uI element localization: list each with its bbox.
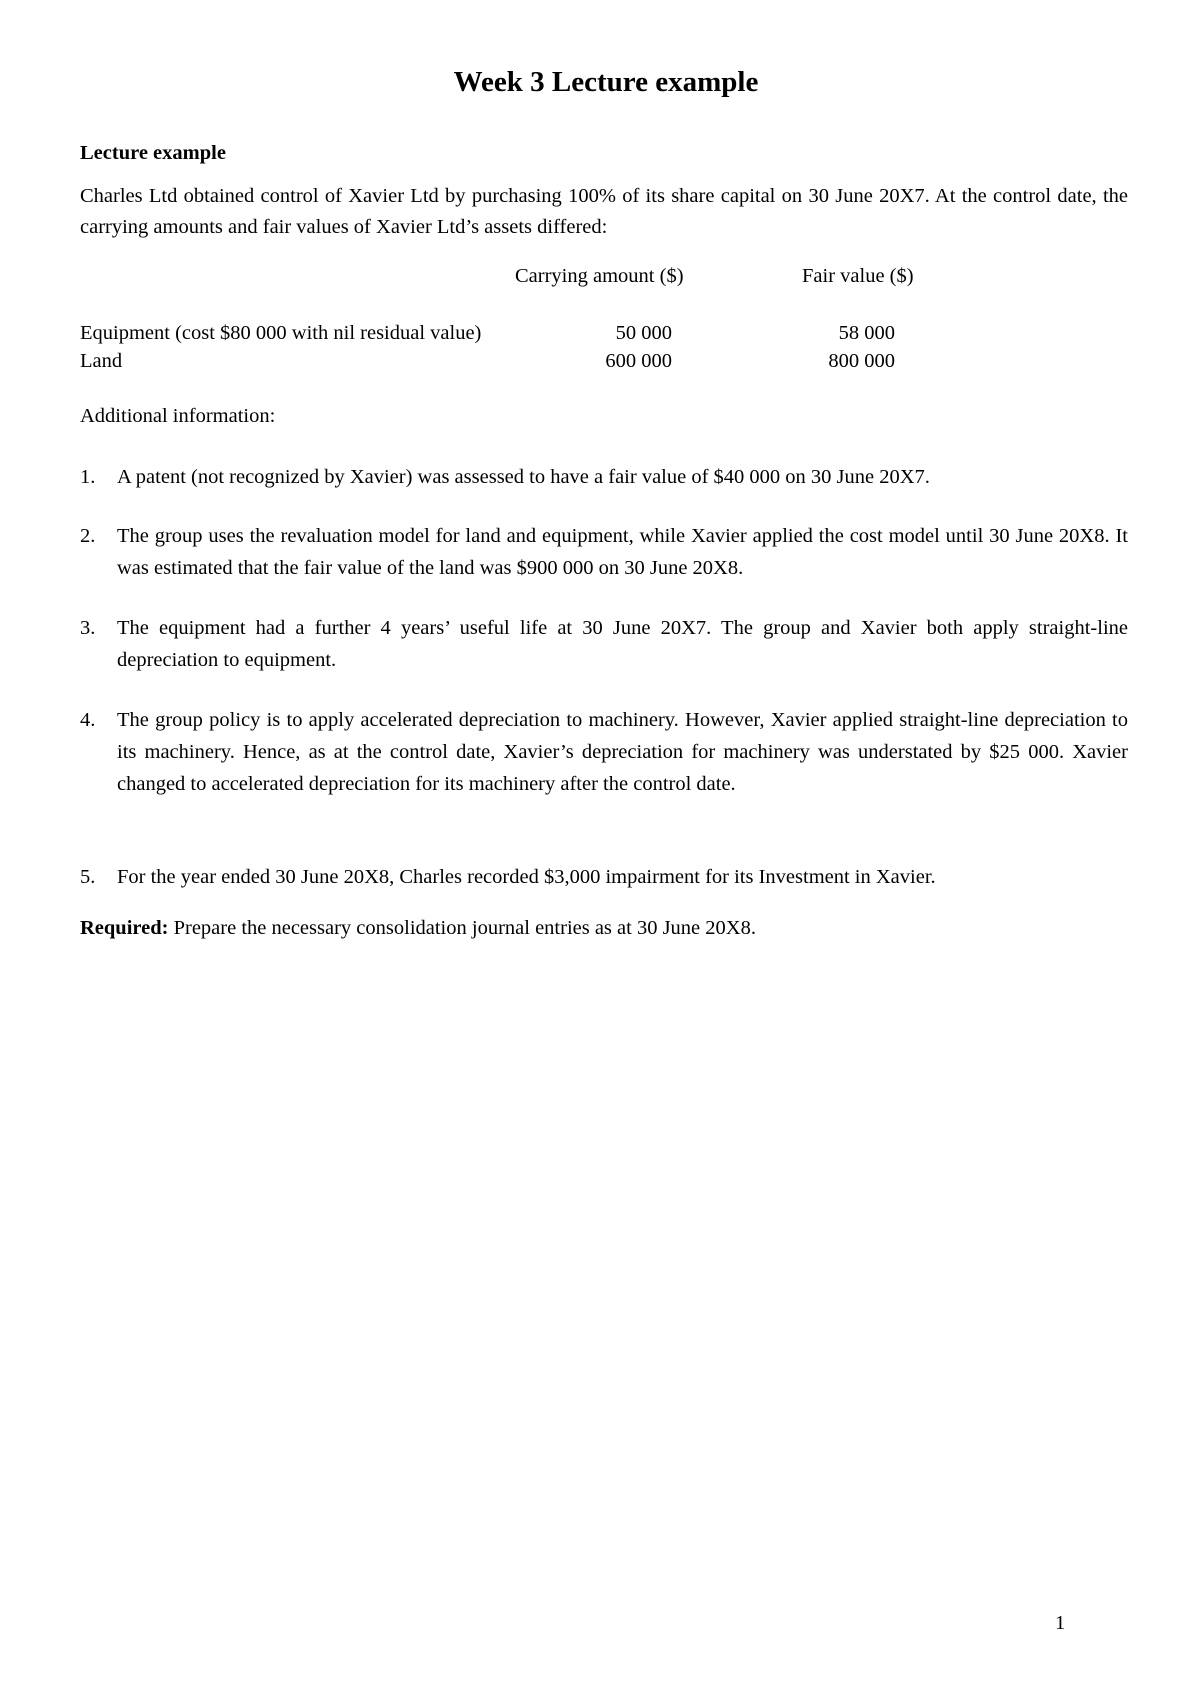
item-text: The equipment had a further 4 years’ useful life at 30 June 20X7. The group and Xavier both apply straight-line depreciation to equipment. [117,617,1128,671]
row-fair: 58 000 [838,322,895,344]
item-text: A patent (not recognized by Xavier) was assessed to have a fair value of $40 000 on 30 June 20X7. [117,466,930,488]
item-text: The group uses the revaluation model for land and equipment, while Xavier applied the cost model until 30 June 20X8. It was estimated that the fair value of the land was $900 000 on 30 June 20X8. [117,525,1128,579]
required-text: Prepare the necessary consolidation journal entries as at 30 June 20X8. [168,917,756,939]
item-number: 4. [80,709,96,731]
item-number: 1. [80,466,96,488]
required-label: Required: [80,917,169,939]
list-item [80,861,1128,893]
list-item [80,612,1128,676]
list-item [80,520,1128,584]
item-number: 3. [80,617,96,639]
page-title: Week 3 Lecture example [453,66,759,98]
item-text: For the year ended 30 June 20X8, Charles recorded $3,000 impairment for its Investment in Xavier. [117,866,936,888]
list-item [80,704,1128,800]
row-label: Equipment (cost $80 000 with nil residual value) [80,322,482,344]
row-label: Land [80,350,123,372]
section-heading: Lecture example [80,142,226,164]
row-fair: 800 000 [828,350,895,372]
required-line [80,917,756,940]
header-carrying-amount: Carrying amount ($) [515,265,684,287]
header-fair-value: Fair value ($) [802,265,914,287]
page-number: 1 [1055,1612,1066,1634]
item-number: 5. [80,866,96,888]
row-carrying: 50 000 [615,322,672,344]
list-item [80,461,1128,493]
additional-info-label: Additional information: [80,405,276,427]
row-carrying: 600 000 [605,350,672,372]
item-text: The group policy is to apply accelerated depreciation to machinery. However, Xavier applied straight-line depreciation to its machinery. Hence, as at the control date, Xavier’s depreciation for machinery was understated by $25 000. Xavier changed to accelerated depreciation for its machinery after the control date. [117,709,1128,795]
item-number: 2. [80,525,96,547]
intro-paragraph: Charles Ltd obtained control of Xavier Ltd by purchasing 100% of its share capital on 30 June 20X7. At the control date, the carrying amounts and fair values of Xavier Ltd’s assets differed: [80,185,1128,238]
